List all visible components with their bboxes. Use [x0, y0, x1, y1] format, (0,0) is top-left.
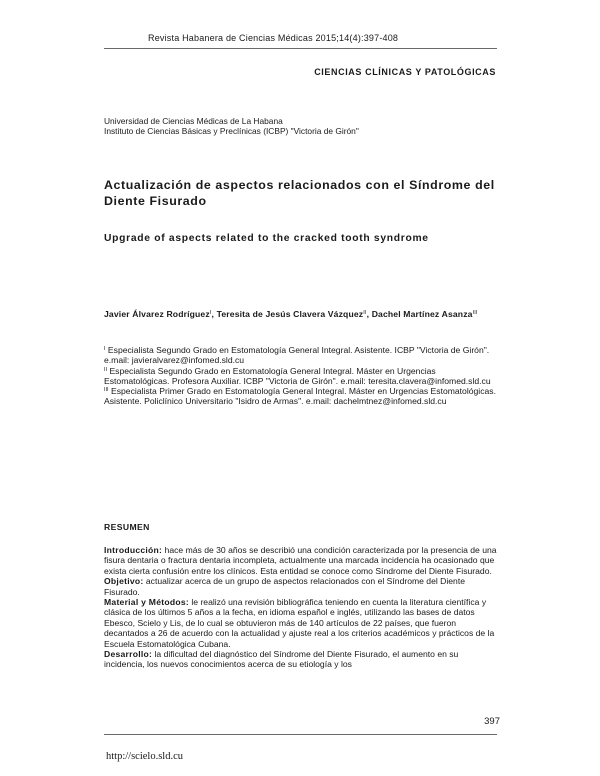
note-mark: II — [104, 366, 108, 373]
article-title-spanish: Actualización de aspectos relacionados con el Síndrome del Diente Fisurado — [104, 178, 495, 208]
abstract-paragraph — [104, 597, 500, 649]
author-mark: II — [363, 310, 367, 316]
site-url: http://scielo.sld.cu — [106, 751, 183, 762]
note-text: Especialista Segundo Grado en Estomatología General Integral. Asistente. ICBP "Victoria de Girón". e.mail: javieralvarez@infomed.sld.cu — [104, 345, 490, 366]
abstract-text: la dificultad del diagnóstico del Síndrome del Diente Fisurado, el aumento en su incidencia, los nuevos conocimientos acerca de su etiología y los — [104, 649, 459, 670]
author-separator: , — [211, 309, 217, 319]
affiliation-note — [104, 366, 502, 387]
header-divider — [104, 48, 497, 49]
author-name: Teresita de Jesús Clavera Vázquez — [216, 309, 364, 319]
abstract-label: Desarrollo: — [104, 649, 153, 660]
affiliation-note — [104, 345, 502, 366]
author-name: Dachel Martínez Asanza — [371, 309, 473, 319]
abstract-text: actualizar acerca de un grupo de aspectos relacionados con el Síndrome del Diente Fisurado. — [104, 576, 466, 597]
abstract-label: Objetivo: — [104, 576, 144, 587]
page-number: 397 — [484, 716, 500, 727]
abstract-label: Material y Métodos: — [104, 597, 189, 608]
abstract-body — [104, 545, 500, 670]
abstract-label: Introducción: — [104, 545, 163, 555]
author-mark: I — [209, 310, 212, 316]
affiliation-block — [104, 116, 359, 137]
section-label: CIENCIAS CLÍNICAS Y PATOLÓGICAS — [314, 67, 496, 77]
author-affiliation-notes — [104, 345, 502, 407]
article-title-english: Upgrade of aspects related to the cracked tooth syndrome — [104, 233, 429, 244]
author-list — [104, 308, 499, 320]
abstract-heading: RESUMEN — [104, 522, 150, 532]
footer-divider — [104, 734, 497, 735]
note-text: Especialista Segundo Grado en Estomatología General Integral. Máster en Urgencias Estomatológicas. Profesora Auxiliar. ICBP "Victoria de Girón". e.mail: teresita.clavera@infomed.sld.cu — [104, 365, 491, 386]
abstract-text: hace más de 30 años se describió una condición caracterizada por la presencia de una fisura dentaria o fractura dentaria incompleta, actualmente una marcada incidencia ha ocasionado que exista cierta confusión entre los clínicos. Esta entidad se conoce como Síndrome del Diente Fisurado. — [104, 545, 497, 576]
author-name: Javier Álvarez Rodríguez — [104, 309, 210, 319]
note-mark: III — [104, 387, 109, 394]
abstract-paragraph — [104, 545, 500, 576]
abstract-paragraph — [104, 649, 500, 670]
journal-citation: Revista Habanera de Ciencias Médicas 2015;14(4):397-408 — [148, 33, 399, 43]
university-name: Universidad de Ciencias Médicas de La Habana — [104, 116, 283, 126]
note-text: Especialista Primer Grado en Estomatología General Integral. Máster en Urgencias Estomatológicas. Asistente. Policlínico Universitario "Isidro de Armas". e.mail: dachelmtnez@infomed.sld.cu — [104, 386, 496, 407]
author-separator: , — [366, 309, 372, 319]
note-mark: I — [104, 346, 106, 352]
abstract-text: le realizó una revisión bibliográfica teniendo en cuenta la literatura científica y clásica de los últimos 5 años a la fecha, en idioma español e inglés, utilizando las bases de datos Ebesco, Scielo y Lis, de lo cual se obtuvieron más de 140 artículos de 22 países, que fueron decantados a 26 de acuerdo con la actualidad y ajuste real a los criterios académicos y prácticos de la Escuela Estomatológica Cubana. — [104, 597, 495, 649]
institute-name: Instituto de Ciencias Básicas y Preclínicas (ICBP) "Victoria de Girón" — [104, 126, 359, 137]
author-mark: III — [472, 310, 478, 316]
affiliation-note — [104, 386, 502, 407]
abstract-paragraph — [104, 576, 500, 597]
